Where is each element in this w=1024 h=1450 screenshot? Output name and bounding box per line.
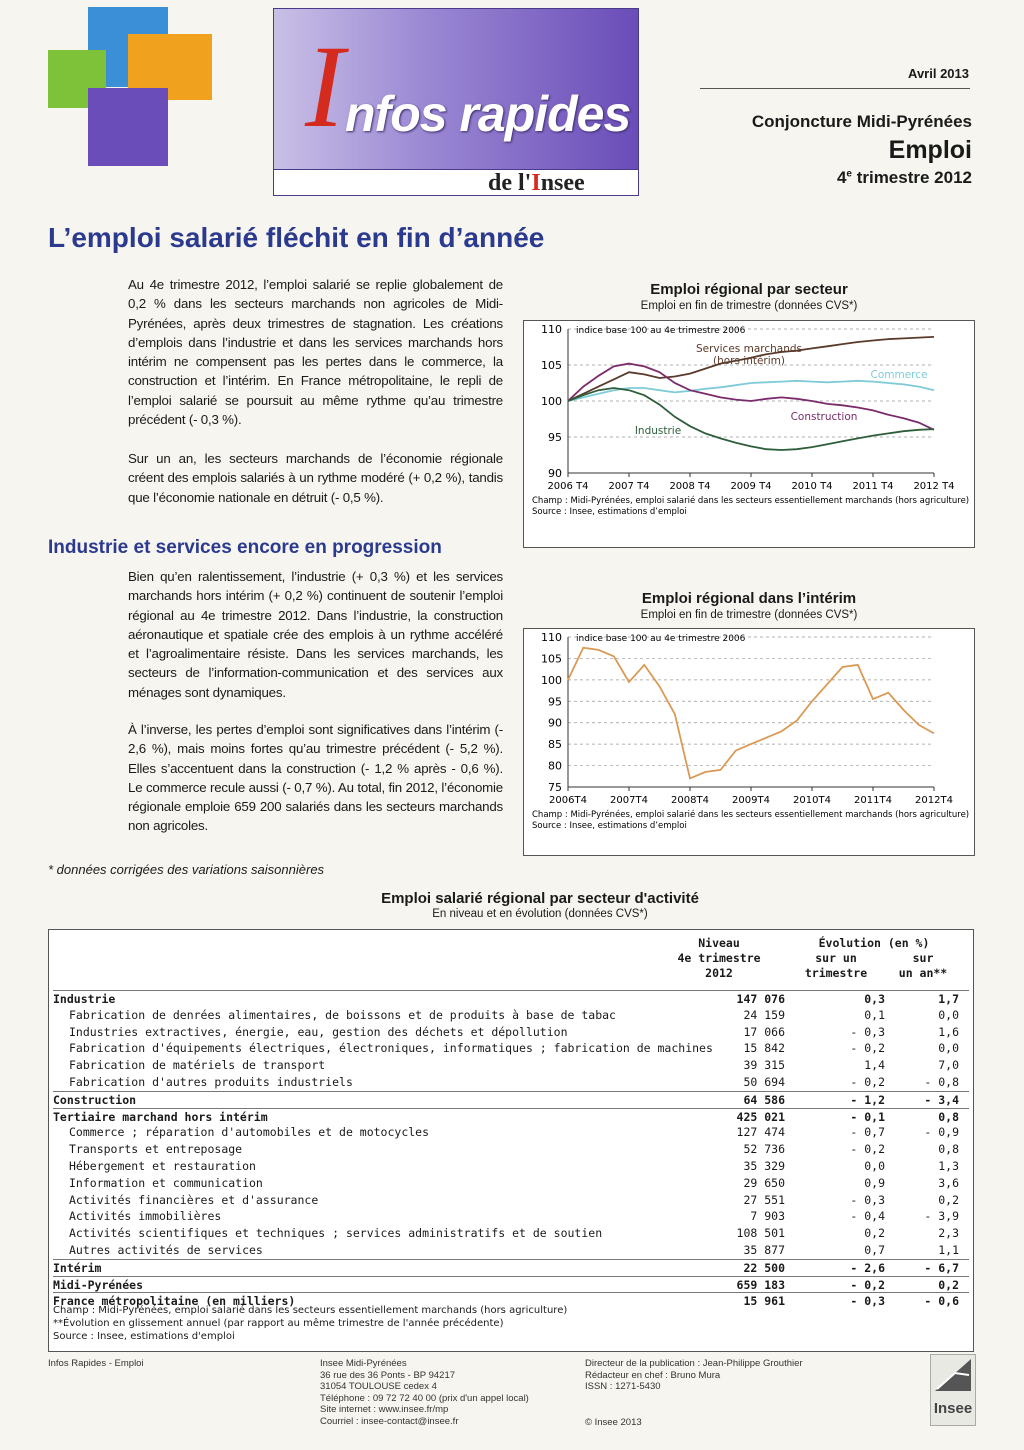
series-label: Commerce	[870, 369, 928, 381]
series-line	[568, 388, 934, 450]
row-quarter-change: 1,4	[864, 1058, 885, 1073]
table-row	[53, 1141, 969, 1158]
footer-copyright: © Insee 2013	[585, 1417, 642, 1428]
row-year-change: - 3,9	[924, 1209, 959, 1224]
table-row	[53, 1124, 969, 1141]
row-year-change: 7,0	[938, 1058, 959, 1073]
row-label: Transports et entreposage	[69, 1142, 243, 1157]
issue-date: Avril 2013	[908, 66, 969, 81]
title-text: nfos rapides	[345, 86, 631, 142]
table-row	[53, 1024, 969, 1041]
series-label: Industrie	[634, 425, 682, 437]
row-level: 15 842	[743, 1041, 785, 1056]
insee-logo-text: Insee	[933, 1400, 973, 1417]
row-year-change: 0,0	[938, 1007, 959, 1022]
row-level: 50 694	[743, 1075, 785, 1089]
row-quarter-change: 0,7	[864, 1243, 885, 1257]
row-level: 64 586	[743, 1092, 785, 1107]
intro-paragraph-2: Sur un an, les secteurs marchands de l’économie régionale créent des emplois salariés à un rythme modéré (+ 0,2 %), tandis que l’économie nationale en détruit (- 0,5 %).	[128, 451, 503, 505]
row-quarter-change: - 1,2	[850, 1092, 885, 1107]
footnote: * données corrigées des variations saisonnières	[48, 862, 325, 877]
row-quarter-change: - 0,7	[850, 1125, 885, 1140]
row-level: 35 877	[743, 1243, 785, 1257]
row-quarter-change: - 0,3	[850, 1024, 885, 1039]
y-tick-label: 105	[541, 359, 562, 372]
table-note-source: Source : Insee, estimations d'emploi	[53, 1331, 235, 1342]
row-year-change: 3,6	[938, 1175, 959, 1190]
row-label: Midi-Pyrénées	[53, 1277, 144, 1292]
row-year-change: - 0,6	[924, 1294, 959, 1309]
y-tick-label: 95	[548, 695, 562, 709]
row-year-change: 0,8	[938, 1142, 959, 1157]
series-label: (hors intérim)	[712, 355, 786, 367]
title-initial: I	[305, 21, 345, 152]
publisher-label: de l'Insee	[488, 170, 585, 196]
row-year-change: 2,3	[938, 1226, 959, 1241]
row-quarter-change: - 0,3	[850, 1192, 885, 1207]
row-label: Intérim	[53, 1260, 102, 1275]
row-label: Activités immobilières	[69, 1209, 222, 1224]
row-year-change: 1,3	[938, 1159, 959, 1173]
row-quarter-change: 0,3	[864, 992, 885, 1006]
row-year-change: 0,2	[938, 1192, 959, 1207]
x-tick-label: 2009T4	[732, 795, 770, 806]
row-level: 17 066	[743, 1024, 785, 1039]
section-paragraph-2: À l’inverse, les pertes d’emploi sont significatives dans l’intérim (- 2,6 %), mais moins fortes qu’au trimestre précédent (- 5,2 %). Elles s’accentuent dans la construction (- 1,2 % après - 0,6 %). Le commerce recule aussi (- 0,7 %). Au total, fin 2012, l’économie régionale emploie 659 200 salariés dans les secteurs marchands non agricoles.	[128, 722, 503, 834]
row-quarter-change: - 0,2	[850, 1277, 885, 1292]
footer-credits: Directeur de la publication : Jean-Philippe Grouthier Rédacteur en chef : Bruno Mura ISSN : 1271-5430	[585, 1358, 803, 1392]
headline: L’emploi salarié fléchit en fin d’année	[48, 222, 545, 253]
row-label: Hébergement et restauration	[69, 1159, 256, 1173]
footer-address: Insee Midi-Pyrénées 36 rue des 36 Ponts - BP 94217 31054 TOULOUSE cedex 4 Téléphone : 09 72 72 40 00 (prix d'un appel local) Site internet : www.insee.fr/mp Courriel : insee-contact@insee.fr	[320, 1358, 529, 1427]
y-tick-label: 100	[541, 673, 562, 687]
section-title: Industrie et services encore en progression	[48, 537, 442, 558]
topic-label: Emploi	[888, 136, 972, 164]
chart-annotation: indice base 100 au 4e trimestre 2006	[576, 326, 746, 336]
row-label: Fabrication de denrées alimentaires, de boissons et de produits à base de tabac	[69, 1007, 616, 1022]
row-label: Activités scientifiques et techniques ; services administratifs et de soutien	[69, 1226, 603, 1241]
table-row	[53, 1108, 969, 1125]
series-line	[568, 381, 934, 401]
table-note-evolution: **Évolution en glissement annuel (par rapport au même trimestre de l'année précédente)	[53, 1318, 504, 1329]
table-row	[53, 990, 969, 1007]
row-label: Activités financières et d'assurance	[69, 1192, 319, 1207]
row-label: Tertiaire marchand hors intérim	[53, 1109, 268, 1124]
chart2-title: Emploi régional dans l’intérim	[641, 590, 857, 607]
table-row	[53, 1276, 969, 1293]
series-label: Services marchands	[695, 343, 803, 355]
chart2-svg	[524, 629, 974, 855]
row-year-change: - 0,8	[924, 1075, 959, 1089]
row-label: Industries extractives, énergie, eau, gestion des déchets et dépollution	[69, 1024, 568, 1039]
table-row	[53, 1208, 969, 1225]
chart-note: Champ : Midi-Pyrénées, emploi salarié dans les secteurs essentiellement marchands (hors agriculture)	[532, 810, 970, 820]
table-row	[53, 1259, 969, 1276]
table-row	[53, 1074, 969, 1091]
logo-square-purple	[88, 88, 168, 166]
y-tick-label: 85	[548, 738, 562, 752]
col-level-header: Niveau 4e trimestre 2012	[677, 936, 761, 980]
row-label: Fabrication d'équipements électriques, électroniques, informatiques ; fabrication de machines	[69, 1041, 713, 1056]
y-tick-label: 90	[548, 467, 562, 480]
col-evolution-header: Évolution (en %)	[818, 936, 930, 950]
row-level: 7 903	[750, 1209, 785, 1224]
row-quarter-change: - 0,2	[850, 1041, 885, 1056]
y-tick-label: 110	[541, 631, 562, 644]
row-year-change: 0,8	[938, 1109, 959, 1124]
series-label: Construction	[790, 411, 858, 423]
series-label: Conjoncture Midi-Pyrénées	[751, 112, 972, 131]
footer-left: Infos Rapides - Emploi	[48, 1358, 144, 1369]
row-label: Commerce ; réparation d'automobiles et de motocycles	[69, 1125, 430, 1140]
row-level: 22 500	[743, 1260, 785, 1275]
intro-paragraph-1: Au 4e trimestre 2012, l’emploi salarié se replie globalement de 0,2 % dans les secteurs marchands non agricoles de Midi-Pyrénées, après deux trimestres de stagnation. Les créations d’emplois dans l’industrie et dans les services marchands hors intérim ne compensent pas les pertes dans le commerce, la construction et l’intérim. En France métropolitaine, le repli de l’emploi salarié se poursuit au même rythme qu’au trimestre précédent (- 0,3 %).	[128, 277, 503, 428]
row-level: 27 551	[743, 1192, 785, 1207]
table-row	[53, 1007, 969, 1024]
row-year-change: - 0,9	[924, 1125, 959, 1140]
row-quarter-change: 0,1	[864, 1007, 885, 1022]
x-tick-label: 2012 T4	[913, 481, 955, 492]
chart2-box	[523, 628, 975, 856]
row-year-change: 1,1	[938, 1243, 959, 1257]
x-tick-label: 2007 T4	[608, 481, 650, 492]
row-label: Fabrication de matériels de transport	[69, 1058, 326, 1073]
data-table	[48, 929, 974, 1352]
row-year-change: 1,7	[938, 992, 959, 1006]
row-label: Industrie	[53, 992, 116, 1006]
x-tick-label: 2010T4	[793, 795, 831, 806]
chart-note: Source : Insee, estimations d’emploi	[532, 507, 687, 517]
row-quarter-change: 0,0	[864, 1159, 885, 1173]
row-quarter-change: - 0,3	[850, 1294, 885, 1309]
y-tick-label: 80	[548, 759, 562, 773]
x-tick-label: 2008T4	[671, 795, 709, 806]
row-level: 147 076	[736, 992, 785, 1006]
x-tick-label: 2011 T4	[852, 481, 894, 492]
row-level: 425 021	[736, 1109, 785, 1124]
chart1-box	[523, 320, 975, 548]
row-quarter-change: - 0,4	[850, 1209, 885, 1224]
row-quarter-change: 0,9	[864, 1175, 885, 1190]
chart1-svg	[524, 321, 974, 547]
col-year-header: sur un an**	[898, 951, 948, 980]
row-level: 39 315	[743, 1058, 785, 1073]
x-tick-label: 2006 T4	[547, 481, 589, 492]
table-row	[53, 1091, 969, 1108]
col-quarter-header: sur un trimestre	[804, 951, 868, 980]
insee-logo	[930, 1354, 976, 1426]
table-row	[53, 1192, 969, 1209]
table-row	[53, 1158, 969, 1175]
row-quarter-change: - 0,2	[850, 1075, 885, 1089]
row-level: 659 183	[736, 1277, 785, 1292]
row-year-change: 0,0	[938, 1041, 959, 1056]
table-row	[53, 1242, 969, 1259]
row-level: 35 329	[743, 1159, 785, 1173]
table-row	[53, 1225, 969, 1242]
row-year-change: 1,6	[938, 1024, 959, 1039]
row-year-change: 0,2	[938, 1277, 959, 1292]
row-level: 24 159	[743, 1007, 785, 1022]
x-tick-label: 2012T4	[915, 795, 953, 806]
row-year-change: - 6,7	[924, 1260, 959, 1275]
row-level: 29 650	[743, 1175, 785, 1190]
chart-annotation: indice base 100 au 4e trimestre 2006	[576, 634, 746, 644]
row-level: 15 961	[743, 1294, 785, 1309]
row-year-change: - 3,4	[924, 1092, 959, 1107]
period-label: 4e trimestre 2012	[836, 168, 972, 187]
row-level: 127 474	[736, 1125, 785, 1140]
row-level: 52 736	[743, 1142, 785, 1157]
x-tick-label: 2008 T4	[669, 481, 711, 492]
table-row	[53, 1175, 969, 1192]
x-tick-label: 2009 T4	[730, 481, 772, 492]
y-tick-label: 110	[541, 323, 562, 336]
row-quarter-change: - 0,1	[850, 1109, 885, 1124]
y-tick-label: 75	[548, 781, 562, 794]
row-level: 108 501	[736, 1226, 785, 1241]
y-tick-label: 90	[548, 716, 562, 730]
y-tick-label: 105	[541, 652, 562, 666]
section-paragraph-1: Bien qu’en ralentissement, l’industrie (+ 0,3 %) et les services marchands hors intérim (+ 0,2 %) continuent de soutenir l’emploi régional au 4e trimestre 2012. Dans l’industrie, la construction aéronautique et spatiale crée des emplois à un rythme accéléré et l’agroalimentaire résiste. Dans les services marchands, les secteurs de l’information-communication et des services aux ménages sont dynamiques.	[128, 569, 503, 700]
x-tick-label: 2006T4	[549, 795, 587, 806]
insee-logo-mark	[931, 1355, 975, 1395]
header-rule	[700, 88, 970, 89]
x-tick-label: 2011T4	[854, 795, 892, 806]
row-label: France métropolitaine (en milliers)	[53, 1294, 296, 1309]
chart2-subtitle: Emploi en fin de trimestre (données CVS*)	[640, 609, 858, 621]
table-note-field: Champ : Midi-Pyrénées, emploi salarié dans les secteurs essentiellement marchands (hors agriculture)	[53, 1305, 568, 1316]
table-row	[53, 1057, 969, 1074]
series-line	[568, 648, 934, 779]
table-title: Emploi salarié régional par secteur d'activité	[381, 890, 699, 907]
row-label: Information et communication	[69, 1175, 263, 1190]
chart1-subtitle: Emploi en fin de trimestre (données CVS*)	[640, 300, 858, 312]
x-tick-label: 2007T4	[610, 795, 648, 806]
row-label: Fabrication d'autres produits industriels	[69, 1075, 353, 1089]
row-quarter-change: - 2,6	[850, 1260, 885, 1275]
y-tick-label: 95	[548, 431, 562, 444]
chart-note: Source : Insee, estimations d’emploi	[532, 821, 687, 831]
row-quarter-change: 0,2	[864, 1226, 885, 1241]
y-tick-label: 100	[541, 395, 562, 408]
table-row	[53, 1040, 969, 1057]
row-quarter-change: - 0,2	[850, 1142, 885, 1157]
row-label: Construction	[53, 1092, 137, 1107]
chart-note: Champ : Midi-Pyrénées, emploi salarié dans les secteurs essentiellement marchands (hors agriculture)	[532, 496, 970, 506]
row-label: Autres activités de services	[69, 1243, 263, 1257]
chart1-title: Emploi régional par secteur	[650, 281, 848, 298]
x-tick-label: 2010 T4	[791, 481, 833, 492]
table-subtitle: En niveau et en évolution (données CVS*)	[432, 908, 648, 920]
